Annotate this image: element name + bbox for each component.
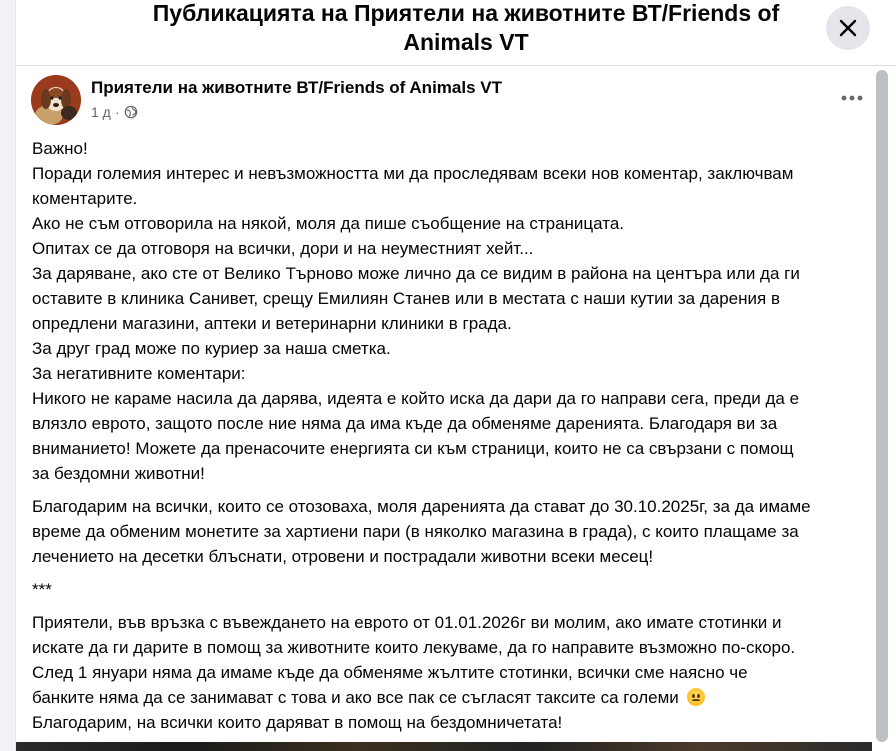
post-line-with-emoji xyxy=(32,685,872,710)
dog-avatar-icon xyxy=(31,75,81,125)
post-line: Важно! xyxy=(32,139,88,158)
post-line: Опитах се да отговоря на всички, дори и на неуместният хейт... xyxy=(32,239,534,258)
background-feed-edge xyxy=(0,0,16,751)
close-button[interactable] xyxy=(826,6,870,50)
post-line: Приятели, във връзка с въвеждането на еврото от 01.01.2026г ви молим, ако имате стотинки и xyxy=(32,613,782,632)
page-avatar[interactable] xyxy=(31,75,81,125)
post-paragraph-1 xyxy=(32,136,872,486)
post-line: *** xyxy=(32,580,52,599)
post-line: Поради големия интерес и невъзможността ми да проследявам всеки нов коментар, заключвам xyxy=(32,164,794,183)
post-line: коментарите. xyxy=(32,189,138,208)
globe-icon[interactable] xyxy=(124,105,138,119)
post-line: оставите в клиника Санивет, срещу Емилиян Станев или в местата с наши кутии за дарения в xyxy=(32,289,780,308)
post-line: лечението на десетки блъснати, отровени и пострадали животни всеки месец! xyxy=(32,547,654,566)
post-message xyxy=(32,136,872,743)
post-line: опредлени магазини, аптеки и ветеринарни клиники в града. xyxy=(32,314,512,333)
post-options-button[interactable] xyxy=(834,83,870,113)
post-line: За негативните коментари: xyxy=(32,364,246,383)
post-line: За даряване, ако сте от Велико Търново може лично да се видим в района на центъра или да ги xyxy=(32,264,800,283)
post-line-text: банките няма да се занимават с това и ако все пак се съгласят таксите са големи xyxy=(32,688,679,707)
post-photo-preview[interactable] xyxy=(16,742,872,751)
post xyxy=(16,66,872,751)
dialog-header xyxy=(16,0,896,66)
post-line: Благодарим на всички, които се отозоваха, моля даренията да стават до 30.10.2025г, за да имаме xyxy=(32,497,811,516)
frowning-face-emoji-icon xyxy=(687,688,705,706)
post-paragraph-3 xyxy=(32,577,872,602)
post-timestamp[interactable]: 1 д xyxy=(91,104,111,120)
post-paragraph-4 xyxy=(32,610,872,735)
post-paragraph-2 xyxy=(32,494,872,569)
meta-separator: · xyxy=(114,104,120,120)
post-line: влязло еврото, защото после ние няма да има къде да обменяме даренията. Благодаря ви за xyxy=(32,414,778,433)
page-name-link[interactable]: Приятели на животните ВТ/Friends of Animals VT xyxy=(91,78,502,97)
post-line: Никого не караме насила да дарява, идеята е който иска да дари да го направи сега, преди да е xyxy=(32,389,800,408)
post-line: за бездомни животни! xyxy=(32,464,205,483)
dialog-title-line-1: Публикацията на Приятели на животните ВТ/Friends of xyxy=(152,0,780,26)
scrollbar-thumb[interactable] xyxy=(876,70,888,742)
post-line: искате да ги дарите в помощ за животните които лекуваме, да го направите възможно по-скоро. xyxy=(32,638,796,657)
dialog-title xyxy=(76,0,856,57)
more-horizontal-icon xyxy=(841,95,863,101)
post-meta xyxy=(91,103,138,121)
post-line: Ако не съм отговорила на някой, моля да пише съобщение на страницата. xyxy=(32,214,625,233)
post-line: За друг град може по куриер за наша сметка. xyxy=(32,339,391,358)
post-line: време да обменим монетите за хартиени пари (в няколко магазина в града), с които плащаме за xyxy=(32,522,799,541)
post-line: След 1 януари няма да имаме къде да обменяме жълтите стотинки, всички сме наясно че xyxy=(32,663,748,682)
post-line: Благодарим, на всички които даряват в помощ на бездомничетата! xyxy=(32,713,563,732)
post-line: вниманието! Можете да пренасочите енергията си към страници, които не са свързани с помощ xyxy=(32,439,794,458)
close-icon xyxy=(838,18,858,38)
dialog-title-line-2: Animals VT xyxy=(403,29,529,55)
